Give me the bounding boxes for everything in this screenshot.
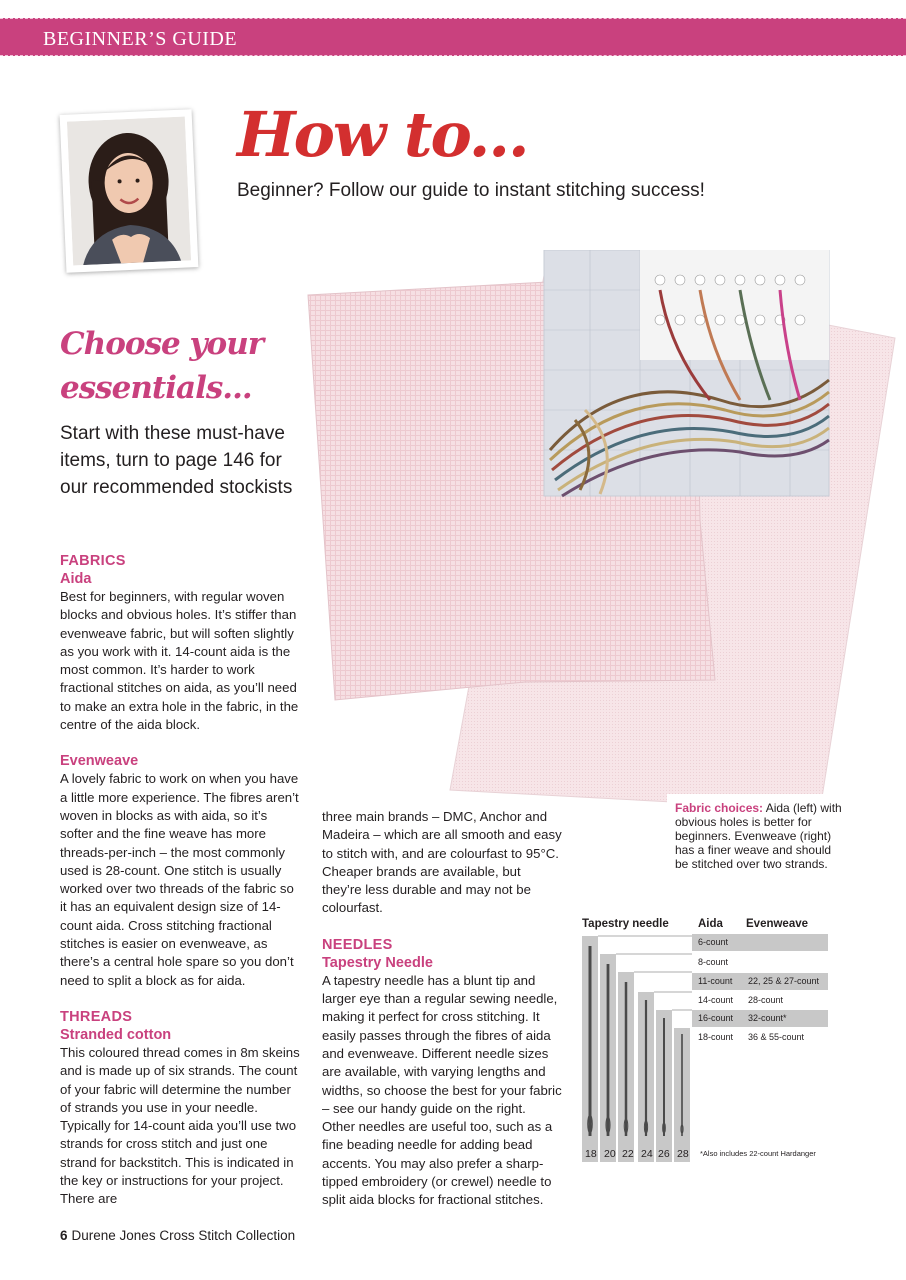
- aida-count: 8-count: [698, 957, 729, 967]
- table-header-needle: Tapestry needle: [582, 918, 669, 930]
- caption-text: Aida (left) with obvious holes is better for beginners. Evenweave (right) has a finer weave and should be stitched over two strands.: [675, 801, 842, 871]
- intro-text: Start with these must-have items, turn to page 146 for our recommended stockists: [60, 423, 293, 498]
- evenweave-count: 36 & 55-count: [748, 1032, 805, 1042]
- evenweave-text: A lovely fabric to work on when you have a little more experience. The fibres aren’t woven in blocks as with aida, so it’s softer and the fine weave has more threads-per-inch – the most commonly used is 28-count. One stitch is usually worked over two threads of the fabric so it has an equivalent design size of 14-count aida. Cross stitching fractional stitches is easier on evenweave, as there’s a central hole spare so you don’t need to split a block as for aida.: [60, 771, 299, 988]
- section-heading: [60, 322, 310, 410]
- aida-heading: Aida: [60, 571, 92, 587]
- section-heading-line1: Choose your: [60, 326, 264, 362]
- table-row: [692, 992, 828, 1009]
- table-header-evenweave: Evenweave: [746, 918, 809, 930]
- table-row: [692, 1010, 828, 1027]
- needle-size-label: 26: [658, 1148, 670, 1160]
- page-subtitle: Beginner? Follow our guide to instant stitching success!: [237, 180, 705, 201]
- needles-heading: NEEDLES: [322, 936, 393, 953]
- section-heading-line2: essentials...: [60, 370, 252, 406]
- aida-count: 16-count: [698, 1013, 734, 1023]
- evenweave-heading: Evenweave: [60, 753, 139, 770]
- banner-label: BEGINNER’S GUIDE: [43, 28, 238, 50]
- table-row: [698, 954, 856, 971]
- evenweave-count: 28-count: [748, 995, 784, 1005]
- page-number: 6: [60, 1228, 68, 1243]
- needle-illustration: [580, 934, 700, 1174]
- needle-size-label: 24: [641, 1148, 653, 1160]
- table-footnote: *Also includes 22-count Hardanger: [700, 1149, 816, 1158]
- fabric-caption: [667, 794, 851, 877]
- aida-text: Best for beginners, with regular woven blocks and obvious holes. It’s stiffer than evenweave fabric, but will soften slightly as you work with it. 14-count aida is the most common. It’s harder to work fractional stitches on aida, as you’ll need to make an extra hole in the fabric, in the centre of the aida block.: [60, 589, 299, 733]
- fabrics-heading: FABRICS: [60, 553, 126, 569]
- column-middle: [322, 808, 562, 1210]
- table-row: [692, 1029, 828, 1046]
- fabric-photo: [300, 250, 906, 810]
- section-banner: [0, 18, 906, 56]
- threads-heading: THREADS: [60, 1008, 133, 1025]
- stranded-cotton-heading: Stranded cotton: [60, 1026, 172, 1043]
- tapestry-needle-heading: Tapestry Needle: [322, 954, 433, 971]
- evenweave-count: 22, 25 & 27-count: [748, 976, 820, 986]
- table-row: [692, 934, 828, 951]
- evenweave-count: 32-count*: [748, 1013, 787, 1023]
- aida-count: 18-count: [698, 1032, 734, 1042]
- aida-count: 6-count: [698, 937, 729, 947]
- page-title: How to...: [237, 98, 528, 171]
- needle-size-label: 22: [622, 1148, 634, 1160]
- needle-size-label: 20: [604, 1148, 616, 1160]
- table-row: [692, 973, 828, 990]
- aida-count: 11-count: [698, 976, 733, 986]
- page-footer: [60, 1228, 295, 1243]
- publication-name: Durene Jones Cross Stitch Collection: [71, 1228, 296, 1243]
- needle-size-label: 18: [585, 1148, 597, 1160]
- threads-text-continued: three main brands – DMC, Anchor and Madeira – which are all smooth and easy to stitch with, and are colourfast to 95°C. Cheaper brands are available, but they’re less durable and may not be colourfast.: [322, 809, 562, 916]
- needle-size-label: 28: [677, 1148, 689, 1160]
- table-header-aida: Aida: [698, 918, 723, 930]
- needle-size-table: [580, 912, 820, 1174]
- needles-text: A tapestry needle has a blunt tip and larger eye than a regular sewing needle, making it perfect for cross stitching. It easily passes through the fibres of aida and evenweave. Different needle sizes are available, with varying lengths and widths, so choose the best for your fabric – see our handy guide on the right. Other needles are useful too, such as a fine beading needle for adding bead accents. You may also prefer a sharp-tipped embroidery (or crewel) needle to split aida blocks for fractional stitches.: [322, 972, 562, 1208]
- caption-lead: Fabric choices:: [675, 801, 764, 815]
- author-photo: [60, 109, 199, 273]
- aida-count: 14-count: [698, 995, 734, 1005]
- threads-text: This coloured thread comes in 8m skeins and is made up of six strands. The count of your fabric will determine the number of strands you use in your needle. Typically for 14-count aida you’ll use two strands for cross stitch and just one strand for backstitch. This is indicated in the key or instructions for your project. There are: [60, 1044, 300, 1207]
- column-left: [60, 552, 300, 1209]
